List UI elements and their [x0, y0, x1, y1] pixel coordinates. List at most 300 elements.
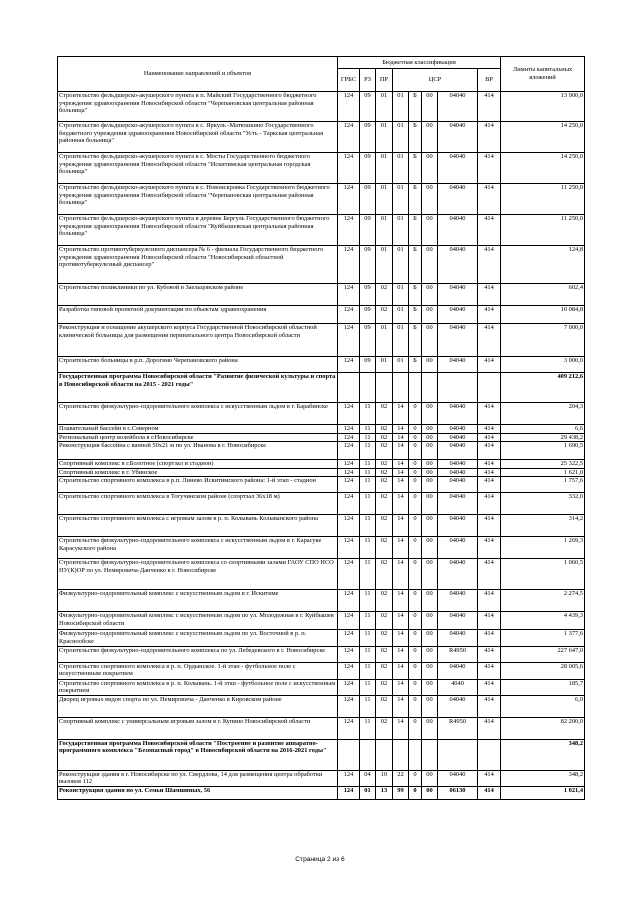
row-csr-2: Б [409, 324, 422, 357]
table-row [58, 324, 585, 357]
row-pr: 02 [376, 306, 393, 324]
row-csr-4: 04040 [438, 695, 478, 717]
row-vr: 414 [478, 590, 501, 612]
row-csr-4: 04040 [438, 442, 478, 460]
row-csr-2: Б [409, 215, 422, 246]
row-csr-1: 14 [393, 662, 409, 679]
row-grbs: 124 [338, 515, 360, 537]
row-rz: 11 [360, 646, 376, 662]
table-row [58, 215, 585, 246]
row-csr-2: 0 [409, 468, 422, 477]
row-csr-2: 0 [409, 770, 422, 786]
header-grbs: ГРБС [338, 69, 360, 92]
row-csr-3: 00 [422, 786, 438, 799]
row-csr-2: Б [409, 357, 422, 373]
row-name: Физкультурно-оздоровительный комплекс с искусственным льдом по ул. Восточной в р. п. Краснообске [58, 630, 338, 646]
table-row [58, 590, 585, 612]
row-rz: 09 [360, 122, 376, 153]
row-amount: 2 274,5 [501, 590, 585, 612]
row-csr-1: 01 [393, 284, 409, 306]
row-csr-4: R4950 [438, 717, 478, 739]
row-csr-4: 04040 [438, 460, 478, 469]
table-row [58, 460, 585, 469]
row-name: Строительство больницы в р.п. Дорогино Черепановского района [58, 357, 338, 373]
row-csr-3: 00 [422, 468, 438, 477]
row-name: Спортивный комплекс в г.Болотное (спортзал и стадион) [58, 460, 338, 469]
row-rz: 11 [360, 695, 376, 717]
row-name: Строительство фельдшерско-акушерского пункта в деревне Бергуль Государственного бюджетного учреждения здравоохранения Новосибирской области "Куйбышевская центральная районная больница" [58, 215, 338, 246]
row-pr: 02 [376, 646, 393, 662]
row-vr: 414 [478, 324, 501, 357]
row-csr-2: 0 [409, 460, 422, 469]
row-amount: 204,3 [501, 403, 585, 425]
row-name: Строительство физкультурно-оздоровительного комплекса с искусственным льдом в г. Карасуке Карасукского района [58, 537, 338, 559]
row-csr-1: 14 [393, 646, 409, 662]
header-limit: Лимиты капитальных вложений [501, 57, 585, 92]
row-vr: 414 [478, 442, 501, 460]
row-pr [376, 373, 393, 403]
row-name: Физкультурно-оздоровительный комплекс с искусственным льдом в г. Искитиме [58, 590, 338, 612]
row-csr-3: 00 [422, 246, 438, 284]
row-pr: 02 [376, 442, 393, 460]
row-csr-3: 00 [422, 357, 438, 373]
row-csr-3: 00 [422, 460, 438, 469]
row-rz: 11 [360, 460, 376, 469]
budget-table [57, 56, 585, 800]
row-vr: 414 [478, 153, 501, 184]
row-rz [360, 373, 376, 403]
row-name: Спортивный комплекс в г. Убинское [58, 468, 338, 477]
table-row [58, 662, 585, 679]
row-name: Строительство физкультурно-оздоровительного комплекса по ул. Лебедевского в г. Новосибирске [58, 646, 338, 662]
row-csr-2: 0 [409, 695, 422, 717]
row-rz: 11 [360, 559, 376, 590]
row-grbs: 124 [338, 630, 360, 646]
row-csr-2: 0 [409, 717, 422, 739]
row-pr: 02 [376, 468, 393, 477]
row-csr-2: 0 [409, 433, 422, 442]
row-grbs: 124 [338, 662, 360, 679]
row-vr: 414 [478, 630, 501, 646]
row-csr-1: 14 [393, 460, 409, 469]
row-csr-4: 04040 [438, 425, 478, 434]
row-grbs: 124 [338, 184, 360, 215]
row-csr-2: Б [409, 153, 422, 184]
row-pr: 02 [376, 284, 393, 306]
row-amount: 1 621,0 [501, 468, 585, 477]
row-vr: 414 [478, 284, 501, 306]
row-pr: 02 [376, 559, 393, 590]
row-name: Строительство спортивного комплекса в р. п. Ордынское. 1-й этап - футбольное поле с искусственным покрытием [58, 662, 338, 679]
row-csr-2: 0 [409, 515, 422, 537]
row-name: Разработка типовой проектной документации по объектам здравоохранения [58, 306, 338, 324]
row-name: Строительство фельдшерско-акушерского пункта в с. Новоискровка Государственного бюджетного учреждения здравоохранения Новосибирской области "Черепановская центральная районная больница" [58, 184, 338, 215]
row-grbs [338, 739, 360, 770]
row-name: Строительство физкультурно-оздоровительного комплекса с искусственным льдом в г. Барабинске [58, 403, 338, 425]
row-amount: 3 000,0 [501, 357, 585, 373]
table-row [58, 695, 585, 717]
row-amount: 1 021,4 [501, 786, 585, 799]
row-csr-3: 00 [422, 695, 438, 717]
row-csr-2: Б [409, 306, 422, 324]
row-name: Строительство физкультурно-оздоровительного комплекса со спортивными залами ГАОУ СПО НСО НУ(К)ОР по ул. Немировича-Данченко в г. Новосибирске [58, 559, 338, 590]
row-grbs: 124 [338, 695, 360, 717]
table-row [58, 646, 585, 662]
row-amount: 1 269,3 [501, 537, 585, 559]
row-csr-1: 14 [393, 630, 409, 646]
row-amount: 7 000,0 [501, 324, 585, 357]
row-amount: 14 250,0 [501, 153, 585, 184]
row-csr-4: 04040 [438, 122, 478, 153]
row-pr: 01 [376, 215, 393, 246]
row-csr-3: 00 [422, 442, 438, 460]
row-rz [360, 739, 376, 770]
row-csr-4: 04040 [438, 306, 478, 324]
row-csr-3: 00 [422, 559, 438, 590]
row-grbs: 124 [338, 284, 360, 306]
row-pr: 02 [376, 679, 393, 695]
table-row-program [58, 739, 585, 770]
row-rz: 09 [360, 284, 376, 306]
row-csr-4: R4950 [438, 646, 478, 662]
row-csr-3: 00 [422, 493, 438, 515]
row-csr-1: 01 [393, 184, 409, 215]
row-vr: 414 [478, 559, 501, 590]
table-row [58, 306, 585, 324]
row-vr: 414 [478, 679, 501, 695]
row-pr: 01 [376, 92, 393, 122]
row-csr-3: 00 [422, 403, 438, 425]
row-csr-3: 00 [422, 717, 438, 739]
row-amount: 11 250,0 [501, 215, 585, 246]
row-csr-1: 14 [393, 695, 409, 717]
row-name: Плавательный бассейн в с.Северном [58, 425, 338, 434]
row-pr: 02 [376, 537, 393, 559]
row-csr-4: 04040 [438, 433, 478, 442]
row-grbs: 124 [338, 324, 360, 357]
row-amount: 1 377,6 [501, 630, 585, 646]
row-rz: 11 [360, 630, 376, 646]
row-rz: 11 [360, 717, 376, 739]
row-csr-1: 14 [393, 679, 409, 695]
row-csr-1: 14 [393, 590, 409, 612]
row-csr-1: 01 [393, 357, 409, 373]
row-pr: 10 [376, 770, 393, 786]
row-csr-3: 00 [422, 515, 438, 537]
row-grbs: 124 [338, 786, 360, 799]
page-footer: Страница 2 из 6 [295, 856, 345, 863]
row-name: Строительство спортивного комплекса в р. п. Колывань. 1-й этап - футбольное поле с искусственным покрытием [58, 679, 338, 695]
row-amount: 348,2 [501, 770, 585, 786]
table-row [58, 477, 585, 493]
row-grbs: 124 [338, 92, 360, 122]
row-vr: 414 [478, 477, 501, 493]
row-csr-4: 04040 [438, 153, 478, 184]
row-pr: 02 [376, 630, 393, 646]
row-csr-2: 0 [409, 493, 422, 515]
row-amount: 1 690,5 [501, 442, 585, 460]
row-vr: 414 [478, 184, 501, 215]
row-grbs: 124 [338, 153, 360, 184]
row-grbs: 124 [338, 537, 360, 559]
table-row [58, 770, 585, 786]
row-csr-3: 00 [422, 425, 438, 434]
table-row [58, 184, 585, 215]
row-pr: 02 [376, 662, 393, 679]
row-rz: 09 [360, 357, 376, 373]
row-rz: 11 [360, 425, 376, 434]
row-csr-2: 0 [409, 537, 422, 559]
row-csr-1: 01 [393, 215, 409, 246]
row-csr-1: 14 [393, 493, 409, 515]
row-pr: 02 [376, 695, 393, 717]
row-pr: 02 [376, 612, 393, 630]
row-csr-1 [393, 739, 409, 770]
row-vr [478, 373, 501, 403]
header-rz: РЗ [360, 69, 376, 92]
row-csr-1: 14 [393, 403, 409, 425]
row-pr [376, 739, 393, 770]
row-csr-2: 0 [409, 590, 422, 612]
row-csr-4: 04040 [438, 590, 478, 612]
row-amount: 4 439,3 [501, 612, 585, 630]
row-grbs [338, 373, 360, 403]
row-csr-2: 0 [409, 442, 422, 460]
row-rz: 11 [360, 403, 376, 425]
row-amount: 82 200,0 [501, 717, 585, 739]
row-vr: 414 [478, 433, 501, 442]
row-csr-1: 01 [393, 306, 409, 324]
row-grbs: 124 [338, 460, 360, 469]
row-grbs: 124 [338, 403, 360, 425]
table-row [58, 284, 585, 306]
row-csr-2: 0 [409, 559, 422, 590]
row-csr-3 [422, 739, 438, 770]
row-csr-2: 0 [409, 612, 422, 630]
row-vr: 414 [478, 646, 501, 662]
row-csr-1: 14 [393, 612, 409, 630]
row-vr: 414 [478, 515, 501, 537]
row-name: Строительство поликлиники по ул. Кубовой в Заельцовском районе [58, 284, 338, 306]
row-grbs: 124 [338, 215, 360, 246]
row-csr-1: 22 [393, 770, 409, 786]
row-csr-2: 0 [409, 646, 422, 662]
row-pr: 02 [376, 590, 393, 612]
row-csr-3: 00 [422, 122, 438, 153]
row-amount: 13 900,0 [501, 92, 585, 122]
row-pr: 01 [376, 184, 393, 215]
header-csr: ЦСР [393, 69, 478, 92]
row-csr-2: 0 [409, 786, 422, 799]
row-name: Строительство спортивного комплекса с игровым залом в р. п. Колывань Колыванского района [58, 515, 338, 537]
row-csr-3 [422, 373, 438, 403]
row-grbs: 124 [338, 468, 360, 477]
row-amount: 6,0 [501, 695, 585, 717]
row-rz: 09 [360, 246, 376, 284]
row-amount: 25 322,5 [501, 460, 585, 469]
row-name: Строительство фельдшерско-акушерского пункта в п. Майский Государственного бюджетного учреждения здравоохранения Новосибирской области "Черепановская центральная районная больница" [58, 92, 338, 122]
row-amount: 14 250,0 [501, 122, 585, 153]
table-row [58, 493, 585, 515]
row-csr-3: 00 [422, 324, 438, 357]
table-row [58, 515, 585, 537]
row-vr: 414 [478, 306, 501, 324]
row-name: Государственная программа Новосибирской области "Построение и развитие аппаратно-программного комплекса "Безопасный город" в Новосибирской области на 2016-2021 годы" [58, 739, 338, 770]
row-rz: 01 [360, 786, 376, 799]
row-name: Государственная программа Новосибирской области "Развитие физической культуры и спорта в Новосибирской области на 2015 - 2021 годы" [58, 373, 338, 403]
row-pr: 02 [376, 425, 393, 434]
table-row-program [58, 373, 585, 403]
row-vr: 414 [478, 246, 501, 284]
row-csr-2: Б [409, 122, 422, 153]
row-csr-1: 01 [393, 153, 409, 184]
row-csr-4: 04040 [438, 284, 478, 306]
row-amount: 227 647,0 [501, 646, 585, 662]
row-csr-3: 00 [422, 477, 438, 493]
row-amount: 348,2 [501, 739, 585, 770]
row-csr-3: 00 [422, 612, 438, 630]
row-grbs: 124 [338, 679, 360, 695]
row-grbs: 124 [338, 246, 360, 284]
row-vr: 414 [478, 215, 501, 246]
row-rz: 11 [360, 662, 376, 679]
row-csr-2: Б [409, 92, 422, 122]
table-row [58, 92, 585, 122]
row-vr: 414 [478, 403, 501, 425]
row-vr: 414 [478, 357, 501, 373]
row-csr-1: 01 [393, 246, 409, 284]
row-csr-4: 04040 [438, 559, 478, 590]
row-csr-2: Б [409, 284, 422, 306]
row-amount: 124,8 [501, 246, 585, 284]
row-grbs: 124 [338, 559, 360, 590]
table-row [58, 717, 585, 739]
row-amount: 185,7 [501, 679, 585, 695]
table-row [58, 442, 585, 460]
row-csr-4: 06130 [438, 786, 478, 799]
row-pr: 01 [376, 246, 393, 284]
row-grbs: 124 [338, 612, 360, 630]
row-rz: 09 [360, 184, 376, 215]
row-rz: 09 [360, 324, 376, 357]
row-grbs: 124 [338, 306, 360, 324]
row-rz: 11 [360, 537, 376, 559]
row-csr-1: 14 [393, 559, 409, 590]
row-csr-3: 00 [422, 153, 438, 184]
row-pr: 01 [376, 153, 393, 184]
table-body [58, 92, 585, 800]
table-row [58, 246, 585, 284]
row-rz: 11 [360, 590, 376, 612]
row-csr-3: 00 [422, 215, 438, 246]
row-rz: 04 [360, 770, 376, 786]
row-csr-1: 01 [393, 122, 409, 153]
row-csr-4: 04040 [438, 324, 478, 357]
row-vr: 414 [478, 468, 501, 477]
row-grbs: 124 [338, 717, 360, 739]
row-vr: 414 [478, 662, 501, 679]
row-csr-4: 04040 [438, 215, 478, 246]
row-grbs: 124 [338, 122, 360, 153]
row-rz: 11 [360, 468, 376, 477]
row-csr-4: 04040 [438, 92, 478, 122]
row-amount: 409 212,6 [501, 373, 585, 403]
row-csr-3: 00 [422, 679, 438, 695]
row-csr-1: 14 [393, 433, 409, 442]
header-vr: ВР [478, 69, 501, 92]
row-name: Строительство спортивного комплекса в р.п. Линево Искитимского района: 1-й этап - стадион [58, 477, 338, 493]
row-csr-2: Б [409, 184, 422, 215]
row-csr-3: 00 [422, 537, 438, 559]
row-pr: 02 [376, 477, 393, 493]
row-grbs: 124 [338, 442, 360, 460]
row-amount: 602,4 [501, 284, 585, 306]
row-rz: 11 [360, 442, 376, 460]
row-pr: 02 [376, 493, 393, 515]
row-csr-2 [409, 739, 422, 770]
row-grbs: 124 [338, 477, 360, 493]
row-vr: 414 [478, 425, 501, 434]
row-amount: 332,0 [501, 493, 585, 515]
table-row [58, 433, 585, 442]
row-csr-2 [409, 373, 422, 403]
row-grbs: 124 [338, 493, 360, 515]
table-row [58, 612, 585, 630]
row-pr: 02 [376, 403, 393, 425]
table-row [58, 403, 585, 425]
row-csr-1: 14 [393, 442, 409, 460]
row-csr-3: 00 [422, 306, 438, 324]
row-csr-4: 04040 [438, 537, 478, 559]
row-csr-2: 0 [409, 662, 422, 679]
table-row-program [58, 786, 585, 799]
row-vr: 414 [478, 786, 501, 799]
row-csr-4: 04040 [438, 403, 478, 425]
row-name: Строительство фельдшерско-акушерского пункта в с. Яркуль -Матюшкино Государственного бюджетного учреждения здравоохранения Новосибирской области "Усть - Таркская центральная районная больница" [58, 122, 338, 153]
row-grbs: 124 [338, 646, 360, 662]
table-row [58, 679, 585, 695]
row-csr-2: 0 [409, 630, 422, 646]
row-grbs: 124 [338, 590, 360, 612]
row-grbs: 124 [338, 433, 360, 442]
row-rz: 09 [360, 306, 376, 324]
row-csr-1: 14 [393, 717, 409, 739]
table-row [58, 425, 585, 434]
row-amount: 10 084,8 [501, 306, 585, 324]
row-vr [478, 739, 501, 770]
row-csr-3: 00 [422, 433, 438, 442]
row-grbs: 124 [338, 770, 360, 786]
row-csr-1: 14 [393, 537, 409, 559]
row-csr-3: 00 [422, 646, 438, 662]
table-row [58, 122, 585, 153]
row-csr-4: 04040 [438, 662, 478, 679]
row-csr-4: 04040 [438, 612, 478, 630]
row-csr-3: 00 [422, 662, 438, 679]
row-csr-4: 04040 [438, 246, 478, 284]
row-csr-1: 99 [393, 786, 409, 799]
table-row [58, 468, 585, 477]
row-grbs: 124 [338, 357, 360, 373]
row-pr: 02 [376, 460, 393, 469]
header-classification: Бюджетная классификация [338, 57, 501, 69]
row-csr-3: 00 [422, 184, 438, 215]
row-rz: 09 [360, 92, 376, 122]
row-csr-4 [438, 739, 478, 770]
row-name: Физкультурно-оздоровительный комплекс с искусственным льдом по ул. Молодежная в г. Куйбышев Новосибирской области [58, 612, 338, 630]
header-name: Наименование направлений и объектов [58, 57, 338, 92]
row-csr-3: 00 [422, 630, 438, 646]
